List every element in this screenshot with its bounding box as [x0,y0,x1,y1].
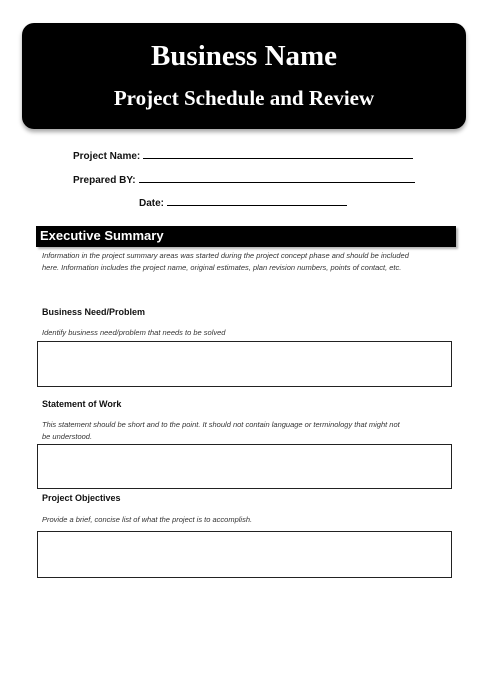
date-field [139,196,347,209]
prepared-by-field [73,173,415,186]
project-objectives-input-box[interactable] [37,531,452,578]
date-line[interactable] [167,196,347,206]
document-title: Project Schedule and Review [113,86,375,110]
project-name-field [73,149,413,162]
executive-summary-line-1: Information in the project summary areas was started during the project concept phase and should be included [42,251,409,260]
executive-summary-description [42,250,409,274]
statement-of-work-heading: Statement of Work [42,399,122,409]
executive-summary-header [36,226,456,247]
header-banner [22,23,466,129]
statement-of-work-hint-line-1: This statement should be short and to the point. It should not contain language or terminology that might not [42,420,400,429]
business-need-input-box[interactable] [37,341,452,387]
date-label: Date: [139,198,165,209]
business-need-heading: Business Need/Problem [42,307,146,317]
prepared-by-label: Prepared BY: [73,175,136,186]
executive-summary-line-2: here. Information includes the project name, original estimates, plan revision numbers, points of contact, etc. [42,263,402,272]
statement-of-work-input-box[interactable] [37,444,452,489]
project-objectives-heading: Project Objectives [42,493,121,503]
project-name-label: Project Name: [73,151,141,162]
prepared-by-line[interactable] [139,173,415,183]
executive-summary-title: Executive Summary [40,228,164,243]
statement-of-work-hint [42,419,400,443]
project-name-line[interactable] [143,149,413,159]
project-objectives-hint: Provide a brief, concise list of what the project is to accomplish. [42,515,253,524]
business-need-hint: Identify business need/problem that needs to be solved [42,328,226,337]
business-name-title: Business Name [150,40,338,72]
statement-of-work-hint-line-2: be understood. [42,432,93,441]
